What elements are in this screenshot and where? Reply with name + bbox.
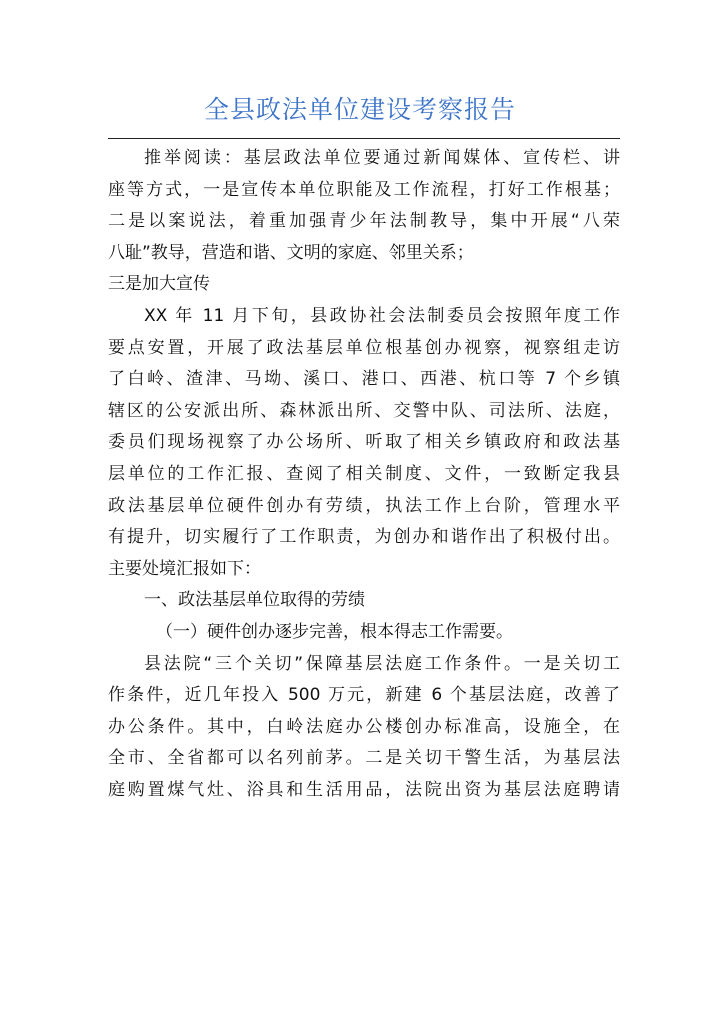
paragraph-line: 了白岭、渣津、马坳、溪口、港口、西港、杭口等 7 个乡镇 — [108, 369, 620, 390]
paragraph-line: XX 年 11 月下旬，县政协社会法制委员会按照年度工作 — [144, 305, 620, 326]
paragraph-line: 主要处境汇报如下： — [108, 558, 261, 579]
paragraph-line: 座等方式，一是宣传本单位职能及工作流程，打好工作根基； — [108, 179, 620, 200]
paragraph-line: 有提升，切实履行了工作职责，为创办和谐作出了积极付出。 — [108, 527, 620, 548]
paragraph-line: 推举阅读：基层政法单位要通过新闻媒体、宣传栏、讲 — [144, 148, 620, 168]
document-title: 全县政法单位建设考察报告 — [203, 95, 516, 124]
paragraph-line: 办公条件。其中，白岭法庭办公楼创办标准高，设施全，在 — [108, 716, 620, 737]
paragraph-line: 辖区的公安派出所、森林派出所、交警中队、司法所、法庭， — [108, 400, 620, 421]
paragraph-line: 全市、全省都可以名列前茅。二是关切干警生活，为基层法 — [108, 748, 620, 769]
paragraph-line: 三是加大宣传 — [108, 274, 210, 295]
paragraph-line: 二是以案说法，着重加强青少年法制教导，集中开展“八荣 — [108, 211, 620, 232]
paragraph-line: 县法院“三个关切”保障基层法庭工作条件。一是关切工 — [144, 653, 620, 674]
paragraph-line: 层单位的工作汇报、查阅了相关制度、文件，一致断定我县 — [108, 463, 620, 484]
subsection-heading: （一）硬件创办逐步完善，根本得志工作需要。 — [156, 621, 513, 642]
section-heading: 一、政法基层单位取得的劳绩 — [144, 590, 365, 611]
paragraph-line: 八耻”教导，营造和谐、文明的家庭、邻里关系； — [108, 242, 474, 263]
paragraph-line: 政法基层单位硬件创办有劳绩，执法工作上台阶，管理水平 — [108, 495, 620, 516]
document-body — [108, 143, 620, 806]
paragraph-line: 要点安置，开展了政法基层单位根基创办视察，视察组走访 — [108, 337, 620, 358]
title-divider — [108, 138, 620, 139]
paragraph-line: 庭购置煤气灶、浴具和生活用品，法院出资为基层法庭聘请 — [108, 779, 620, 800]
paragraph-line: 委员们现场视察了办公场所、听取了相关乡镇政府和政法基 — [108, 432, 620, 453]
paragraph-line: 作条件，近几年投入 500 万元，新建 6 个基层法庭，改善了 — [108, 685, 620, 706]
